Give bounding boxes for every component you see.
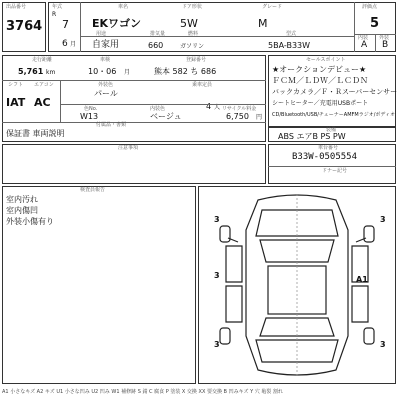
inspection-header: 車検 (100, 57, 111, 63)
feature-line: シートヒーター／充電用USBポート (272, 100, 369, 107)
grade-header: グレード (262, 4, 283, 10)
plate-value: 熊本 582 ち 686 (154, 67, 217, 76)
intcolor-header: 内装色 (150, 106, 166, 112)
inspection-unit: 月 (124, 69, 131, 76)
cc-value: 660 (148, 41, 164, 50)
plate-header: 登録番号 (186, 57, 207, 63)
damage-mark: A1 (356, 275, 368, 284)
usage-value: 自家用 (92, 40, 120, 50)
name-header: 車名 (118, 4, 129, 10)
colorno-header: 色No. (84, 106, 98, 112)
fuel-header: 燃料 (188, 31, 199, 37)
recycle-value: 6,750 (226, 112, 249, 121)
report-item: 室内傷凹 (6, 206, 38, 215)
fuel-value: ガソリン (180, 43, 205, 50)
feature-line: ★オークションデビュー★ (272, 65, 367, 74)
divider (268, 166, 396, 167)
intcolor-value: ベージュ (150, 112, 182, 121)
capacity-unit: 人 (214, 104, 221, 111)
lot-number: 3764 (6, 19, 43, 34)
month-unit: 月 (70, 41, 77, 48)
feature-line: ＦＣＭ／ＬＤＷ／ＬＣＤＮ (272, 76, 368, 85)
chassis-header: 車台番号 (318, 145, 339, 151)
divider (2, 122, 266, 123)
extcolor-value: パール (94, 89, 118, 98)
interior-value: A (361, 40, 368, 50)
docs-header: 付属品・書類 (96, 122, 127, 128)
year-header: 年式 (52, 4, 63, 10)
mileage-value: 5,761 (18, 67, 44, 76)
equipment-header: 装備 (326, 127, 337, 133)
recycle-header: リサイクル料金 (222, 106, 257, 112)
car-name: EKワゴン (92, 17, 142, 30)
exterior-value: B (382, 40, 389, 50)
divider (60, 104, 266, 105)
report-item: 室内汚れ (6, 195, 38, 204)
capacity-value: 4 (206, 102, 212, 111)
year-value: 7 (62, 18, 69, 31)
score-header: 評価点 (362, 4, 378, 10)
door-value: 5W (180, 17, 198, 30)
model-header: 型式 (286, 31, 297, 37)
trans-header: シフト (8, 82, 24, 88)
report-item: 外装小傷有り (6, 217, 54, 226)
chassis-sub-header: ドナー記号 (322, 168, 348, 174)
capacity-header: 乗車定員 (192, 82, 213, 88)
damage-mark: 3 (214, 271, 220, 280)
notes-header: 注意事項 (118, 145, 139, 151)
feature-line: CD/Bluetooth/USB/チューナーAMFMラジオ/ボディオ (272, 112, 395, 118)
report-box (2, 186, 196, 384)
extcolor-header: 外装色 (98, 82, 114, 88)
cc-header: 排気量 (150, 31, 166, 37)
year-era: R (52, 11, 57, 18)
damage-mark: 3 (214, 340, 220, 349)
docs-value: 保証書 車両説明 (6, 129, 65, 138)
damage-mark: 3 (380, 215, 386, 224)
damage-mark: 3 (380, 340, 386, 349)
mileage-header: 走行距離 (32, 57, 53, 63)
divider (60, 80, 61, 122)
ac-header: エアコン (34, 82, 54, 88)
damage-mark: 3 (214, 215, 220, 224)
divider (354, 2, 355, 52)
colorno-value: W13 (80, 112, 99, 121)
ac-value: AC (34, 96, 51, 109)
door-header: ドア形状 (182, 4, 202, 10)
inspection-value: 10・06 (88, 67, 117, 76)
usage-header: 用途 (96, 31, 107, 37)
divider (375, 34, 376, 52)
equipment-value: ABS エアB PS PW (278, 132, 346, 141)
grade-value: M (258, 17, 268, 30)
exterior-header: 外装 (379, 35, 390, 41)
feature-line: バックカメラ／Ｆ・Ｒスーパーセンサー (272, 88, 398, 96)
score-value: 5 (370, 16, 380, 31)
legend-footer: A1 小さなキズ A2 キズ U1 小さな凹み U2 凹み W1 補修跡 S 錆 C 腐食 P 塗装 X 交換 XX 要交換 B 凹みキズ Y 穴 亀裂 割れ (2, 389, 283, 395)
trans-value: IAT (6, 96, 26, 109)
model-value: 5BA-B33W (268, 41, 311, 50)
month-value: 6 (62, 39, 68, 49)
report-header: 検査員報告 (80, 187, 106, 193)
divider (80, 36, 354, 37)
interior-header: 内装 (358, 35, 369, 41)
recycle-unit: 円 (256, 114, 263, 121)
mileage-unit: km (46, 69, 56, 76)
lot-header: 出品番号 (6, 4, 27, 10)
features-header: セールスポイント (306, 57, 346, 63)
car-diagram (198, 186, 396, 384)
divider (80, 2, 81, 52)
divider (2, 80, 266, 81)
chassis-value: B33W-0505554 (292, 152, 358, 162)
